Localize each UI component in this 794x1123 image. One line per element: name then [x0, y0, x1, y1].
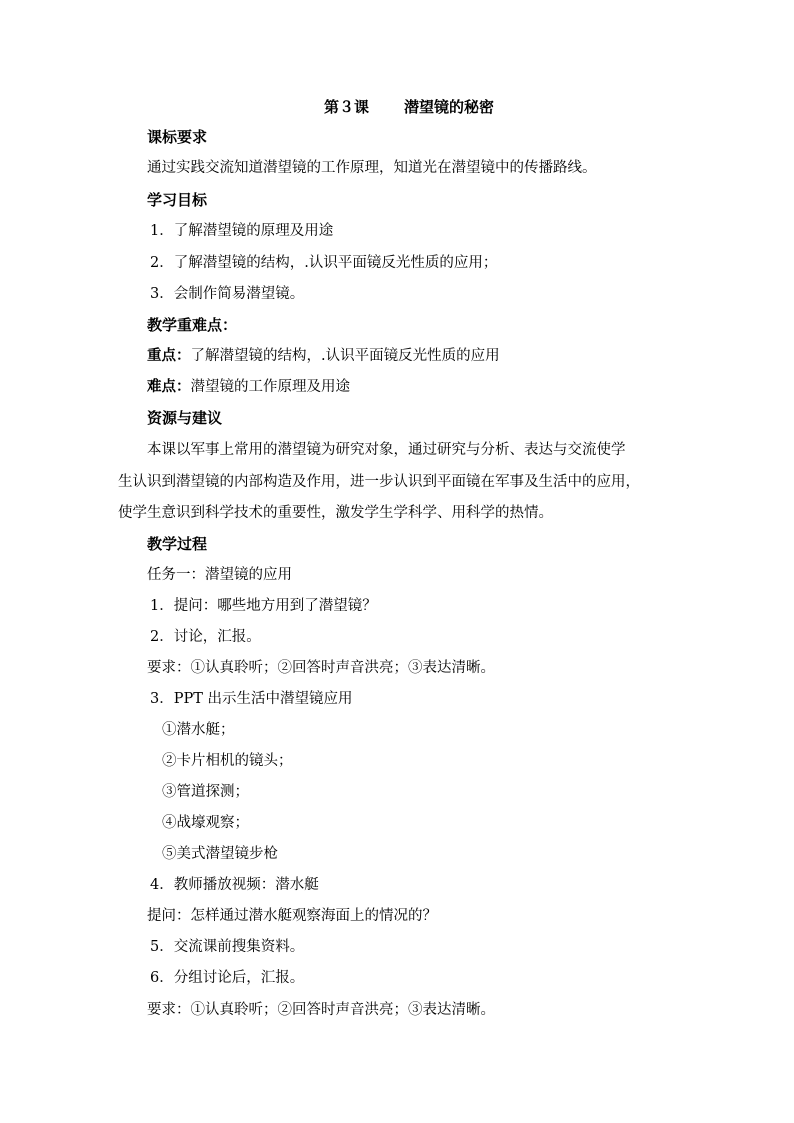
task-one: 任务一：潜望镜的应用: [147, 567, 292, 583]
process-step: 4．教师播放视频：潜水艇: [150, 877, 319, 893]
difficult-point-label: 难点：: [147, 378, 191, 395]
application-item: ③管道探测；: [162, 784, 249, 800]
resources-paragraph-line: 本课以军事上常用的潜望镜为研究对象，通过研究与分析、表达与交流使学: [147, 442, 626, 458]
application-item: ①潜水艇；: [162, 722, 235, 738]
process-heading: 教学过程: [147, 535, 208, 553]
key-point-text: 了解潜望镜的结构，.认识平面镜反光性质的应用: [190, 348, 500, 364]
objective-item: 2．了解潜望镜的结构，.认识平面镜反光性质的应用；: [150, 255, 498, 271]
process-step: 3．PPT 出示生活中潜望镜应用: [150, 691, 353, 707]
process-step: 2．讨论，汇报。: [150, 629, 261, 645]
objective-item: 3．会制作简易潜望镜。: [150, 286, 305, 302]
requirement-text: 要求：①认真聆听；②回答时声音洪亮；③表达清晰。: [147, 1002, 495, 1018]
key-point-label: 重点：: [147, 347, 191, 364]
resources-heading: 资源与建议: [147, 409, 223, 427]
key-point-line: [147, 346, 500, 366]
process-step: 6．分组讨论后，汇报。: [150, 970, 305, 986]
objective-item: 1．了解潜望镜的原理及用途: [150, 223, 334, 239]
curriculum-heading: 课标要求: [147, 128, 208, 146]
curriculum-text: 通过实践交流知道潜望镜的工作原理，知道光在潜望镜中的传播路线。: [147, 160, 597, 176]
lesson-number: 第３课: [324, 98, 370, 116]
application-item: ②卡片相机的镜头；: [162, 753, 293, 769]
application-item: ④战壕观察；: [162, 815, 249, 831]
question-text: 提问：怎样通过潜水艇观察海面上的情况的？: [147, 908, 437, 924]
process-step: 5．交流课前搜集资料。: [150, 939, 305, 955]
objectives-heading: 学习目标: [147, 191, 208, 209]
resources-paragraph-line: 使学生意识到科学技术的重要性，激发学生学科学、用科学的热情。: [118, 505, 553, 521]
application-item: ⑤美式潜望镜步枪: [162, 846, 278, 862]
difficult-point-text: 潜望镜的工作原理及用途: [190, 379, 350, 395]
resources-paragraph-line: 生认识到潜望镜的内部构造及作用，进一步认识到平面镜在军事及生活中的应用，: [118, 474, 640, 490]
requirement-text: 要求：①认真聆听；②回答时声音洪亮；③表达清晰。: [147, 660, 495, 676]
page-title: 潜望镜的秘密: [404, 98, 495, 116]
key-points-heading: 教学重难点：: [147, 316, 238, 334]
process-step: 1．提问：哪些地方用到了潜望镜？: [150, 598, 377, 614]
difficult-point-line: [147, 377, 350, 397]
